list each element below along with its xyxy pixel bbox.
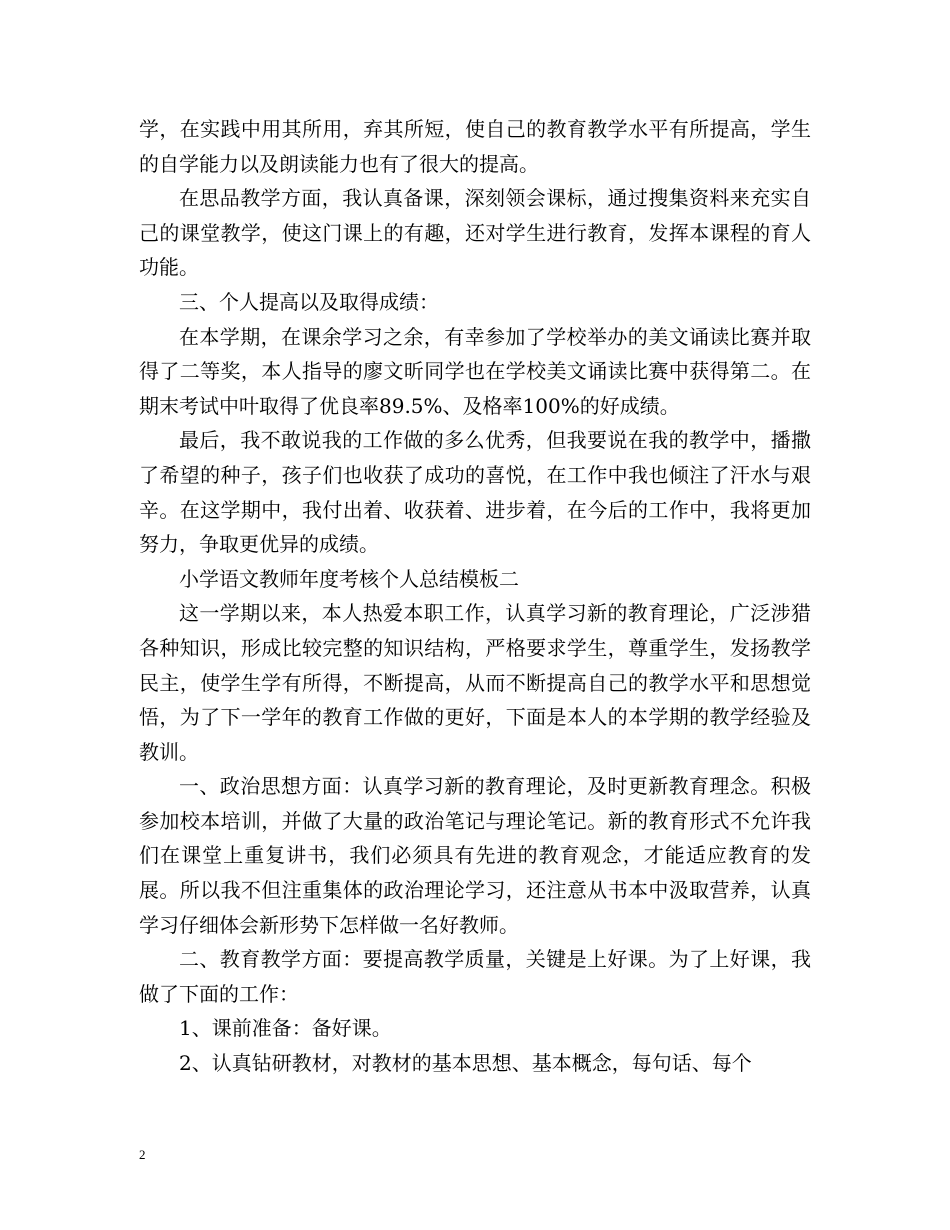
list-item-2: 2、认真钻研教材，对教材的基本思想、基本概念，每句话、每个 (179, 1051, 752, 1076)
section-politics: 一、政治思想方面：认真学习新的教育理论，及时更新教育理念。积极参加校本培训，并做了大量的政治笔记与理论笔记。新的教育形式不允许我们在课堂上重复讲书，我们必须具有先进的教育观念，才能适应教育的发展。所以我不但注重集体的政治理论学习，还注意从书本中汲取营养，认真学习仔细体会新形势下怎样做一名好教师。 (139, 774, 811, 937)
paragraph-4: 在本学期，在课余学习之余，有幸参加了学校举办的美文诵读比赛并取得了二等奖，本人指导的廖文昕同学也在学校美文诵读比赛中获得第二。在期末考试中叶取得了优良率89.5%、及格率100%的好成绩。 (139, 324, 811, 418)
document-body (139, 112, 811, 1081)
paragraph-5: 最后，我不敢说我的工作做的多么优秀，但我要说在我的教学中，播撒了希望的种子，孩子们也收获了成功的喜悦，在工作中我也倾注了汗水与艰辛。在这学期中，我付出着、收获着、进步着，在今后的工作中，我将更加努力，争取更优异的成绩。 (139, 428, 811, 557)
paragraph-7: 这一学期以来，本人热爱本职工作，认真学习新的教育理论，广泛涉猎各种知识，形成比较完整的知识结构，严格要求学生，尊重学生，发扬教学民主，使学生学有所得，不断提高，从而不断提高自己的教学水平和思想觉悟，为了下一学年的教育工作做的更好，下面是本人的本学期的教学经验及教训。 (139, 601, 811, 764)
template-title: 小学语文教师年度考核个人总结模板二 (179, 566, 519, 591)
section-teaching: 二、教育教学方面：要提高教学质量，关键是上好课。为了上好课，我做了下面的工作： (139, 947, 811, 1006)
paragraph-1: 学，在实践中用其所用，弃其所短，使自己的教育教学水平有所提高，学生的自学能力以及朗读能力也有了很大的提高。 (139, 117, 811, 176)
section-heading-3: 三、个人提高以及取得成绩： (179, 289, 439, 314)
page-number: 2 (139, 1147, 146, 1162)
paragraph-2: 在思品教学方面，我认真备课，深刻领会课标，通过搜集资料来充实自己的课堂教学，使这门课上的有趣，还对学生进行教育，发挥本课程的育人功能。 (139, 186, 811, 280)
list-item-1: 1、课前准备：备好课。 (179, 1016, 392, 1041)
